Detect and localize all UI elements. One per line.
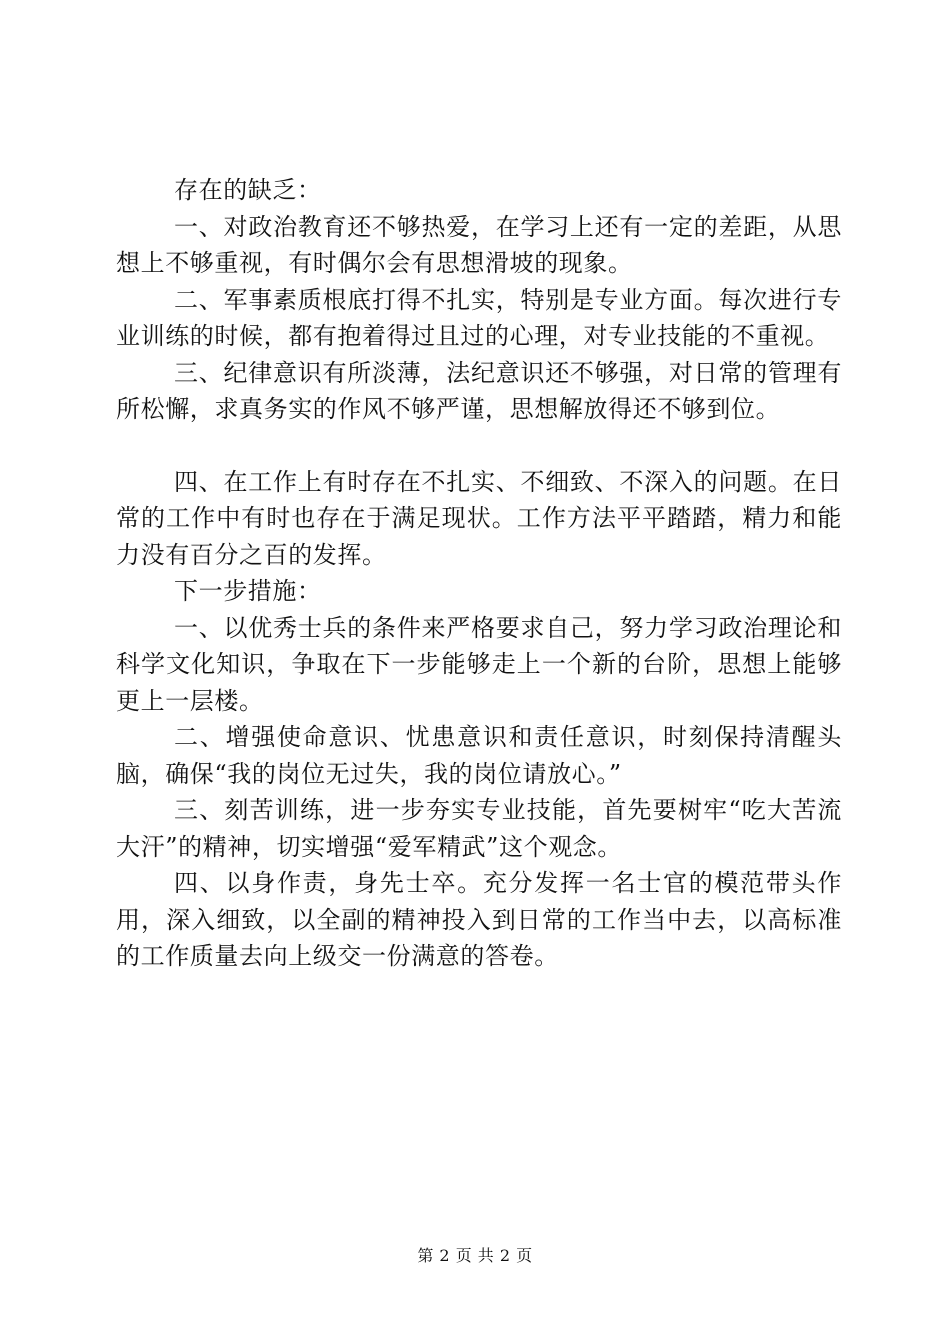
page-footer: 第 2 页 共 2 页 — [417, 1246, 533, 1265]
paragraph-shortcomings-heading: 存在的缺乏： — [174, 176, 322, 204]
paragraph-next-step-3: 三、刻苦训练，进一步夯实专业技能，首先要树牢“吃大苦流大汗”的精神，切实增强“爱军精武”这个观念。 — [116, 796, 842, 861]
paragraph-shortcoming-1: 一、对政治教育还不够热爱，在学习上还有一定的差距，从思想上不够重视，有时偶尔会有思想滑坡的现象。 — [116, 212, 842, 277]
paragraph-next-step-2: 二、增强使命意识、忧患意识和责任意识，时刻保持清醒头脑，确保“我的岗位无过失，我的岗位请放心。” — [116, 723, 842, 788]
paragraph-next-step-1: 一、以优秀士兵的条件来严格要求自己，努力学习政治理论和科学文化知识，争取在下一步能够走上一个新的台阶，思想上能够更上一层楼。 — [116, 613, 842, 715]
paragraph-next-step-4: 四、以身作责，身先士卒。充分发挥一名士官的模范带头作用，深入细致，以全副的精神投入到日常的工作当中去，以高标准的工作质量去向上级交一份满意的答卷。 — [116, 869, 842, 970]
paragraph-next-steps-heading: 下一步措施： — [174, 577, 322, 605]
paragraph-shortcoming-2: 二、军事素质根底打得不扎实，特别是专业方面。每次进行专业训练的时候，都有抱着得过且过的心理，对专业技能的不重视。 — [116, 285, 842, 350]
paragraph-shortcoming-4: 四、在工作上有时存在不扎实、不细致、不深入的问题。在日常的工作中有时也存在于满足现状。工作方法平平踏踏，精力和能力没有百分之百的发挥。 — [116, 467, 842, 569]
document-body — [116, 172, 842, 975]
paragraph-shortcoming-3: 三、纪律意识有所淡薄，法纪意识还不够强，对日常的管理有所松懈，求真务实的作风不够严谨，思想解放得还不够到位。 — [116, 358, 842, 423]
